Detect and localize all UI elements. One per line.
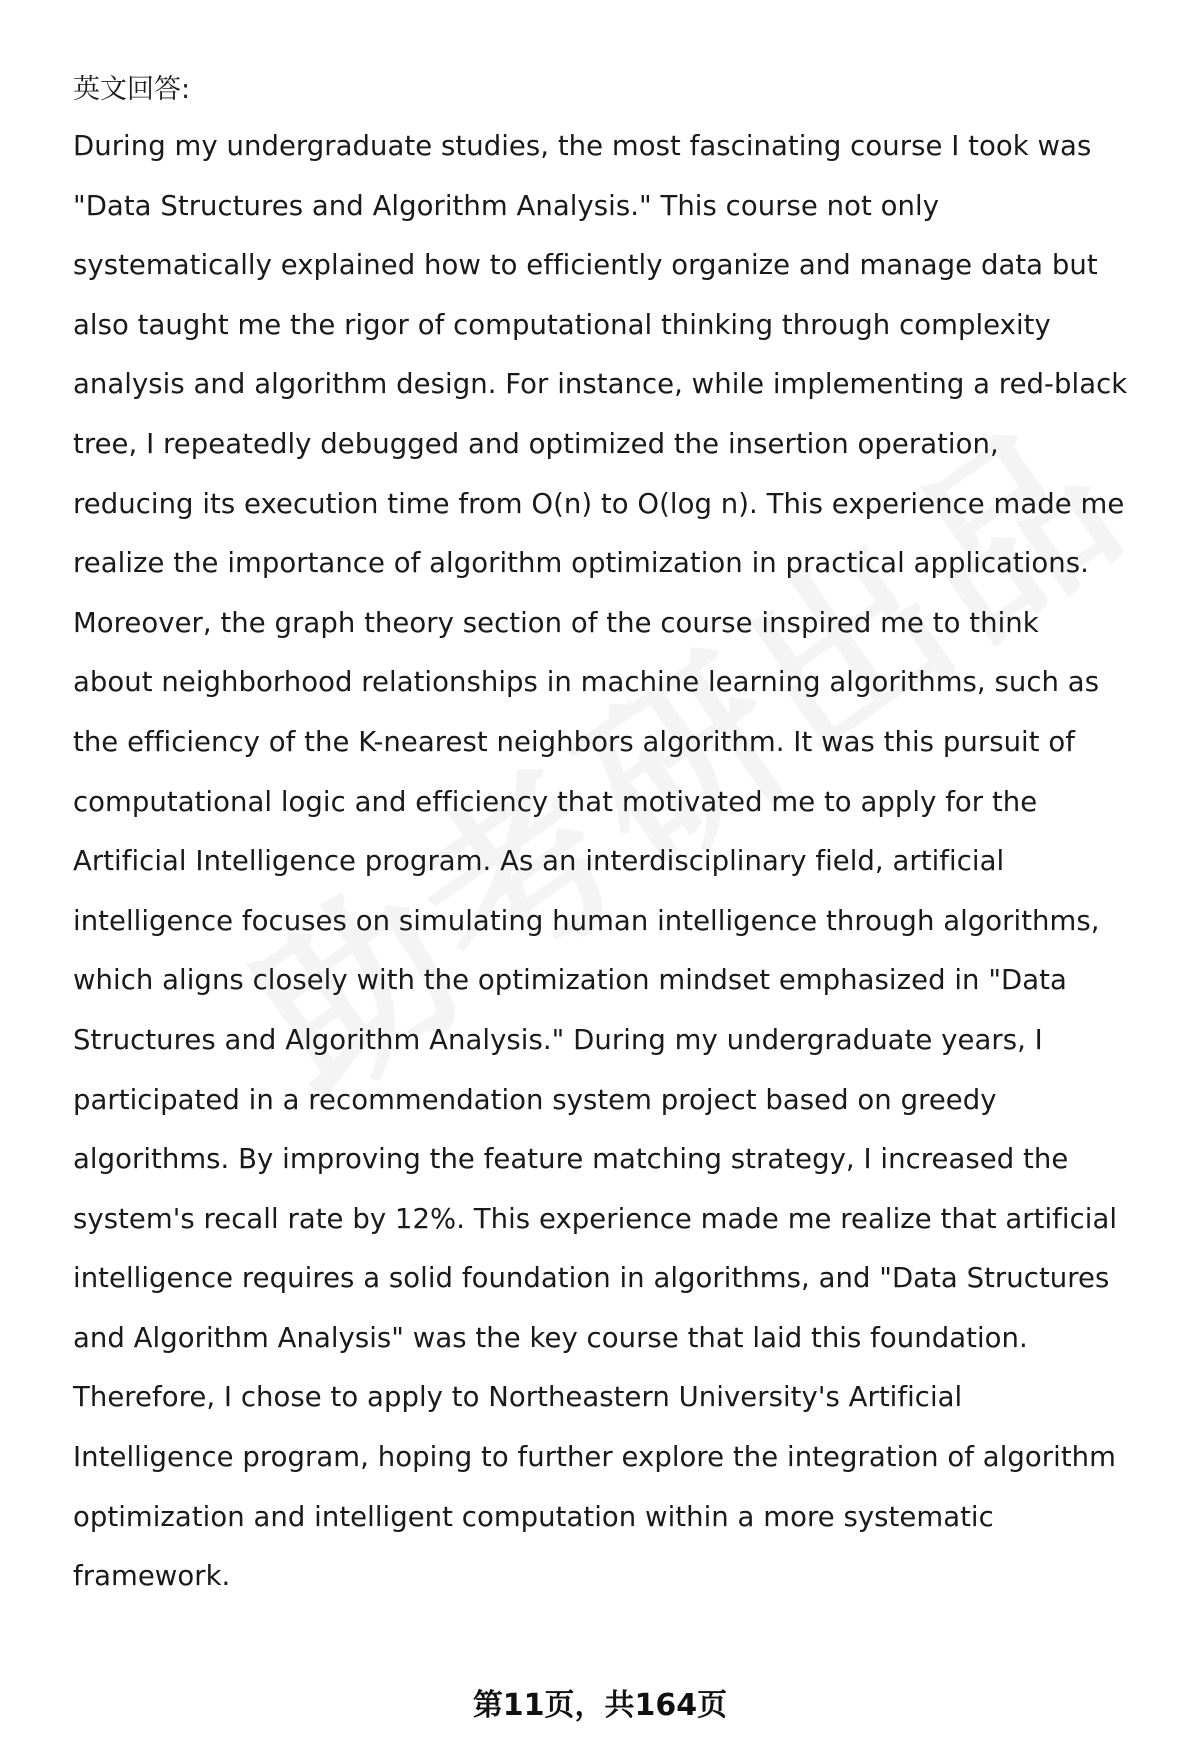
answer-line: participated in a recommendation system project based on greedy [73, 1083, 997, 1116]
answer-line: also taught me the rigor of computational thinking through complexity [73, 308, 1051, 341]
answer-line: system's recall rate by 12%. This experience made me realize that artificial [73, 1202, 1118, 1235]
answer-line: tree, I repeatedly debugged and optimized the insertion operation, [73, 427, 999, 460]
answer-line: which aligns closely with the optimization mindset emphasized in "Data [73, 964, 1067, 997]
section-heading: 英文回答: [73, 74, 191, 105]
answer-line: intelligence requires a solid foundation in algorithms, and "Data Structures [73, 1262, 1110, 1295]
answer-line: During my undergraduate studies, the most fascinating course I took was [73, 130, 1092, 162]
answer-line: Intelligence program, hoping to further explore the integration of algorithm [73, 1441, 1116, 1474]
answer-line: algorithms. By improving the feature matching strategy, I increased the [73, 1143, 1069, 1176]
page-number-footer: 第11页，共164页 [472, 1688, 728, 1723]
answer-line: Structures and Algorithm Analysis." During my undergraduate years, I [73, 1023, 1043, 1056]
answer-line: "Data Structures and Algorithm Analysis." This course not only [73, 189, 940, 222]
answer-body [73, 62, 1163, 1607]
answer-line: reducing its execution time from O(n) to O(log n). This experience made me [73, 487, 1125, 520]
answer-line: and Algorithm Analysis" was the key course that laid this foundation. [73, 1321, 1028, 1354]
answer-line: computational logic and efficiency that motivated me to apply for the [73, 785, 1038, 818]
answer-line: optimization and intelligent computation within a more systematic [73, 1500, 994, 1533]
answer-line: about neighborhood relationships in machine learning algorithms, such as [73, 666, 1100, 699]
answer-line: the efficiency of the K-nearest neighbors algorithm. It was this pursuit of [73, 725, 1075, 758]
answer-line: Artificial Intelligence program. As an interdisciplinary field, artificial [73, 845, 1005, 878]
answer-line: systematically explained how to efficiently organize and manage data but [73, 249, 1098, 282]
answer-line: Moreover, the graph theory section of the course inspired me to think [73, 606, 1039, 639]
answer-line: intelligence focuses on simulating human intelligence through algorithms, [73, 904, 1100, 937]
answer-line: analysis and algorithm design. For instance, while implementing a red-black [73, 368, 1128, 401]
answer-line: framework. [73, 1560, 231, 1593]
answer-line: realize the importance of algorithm optimization in practical applications. [73, 547, 1089, 580]
answer-line: Therefore, I chose to apply to Northeastern University's Artificial [73, 1381, 963, 1414]
